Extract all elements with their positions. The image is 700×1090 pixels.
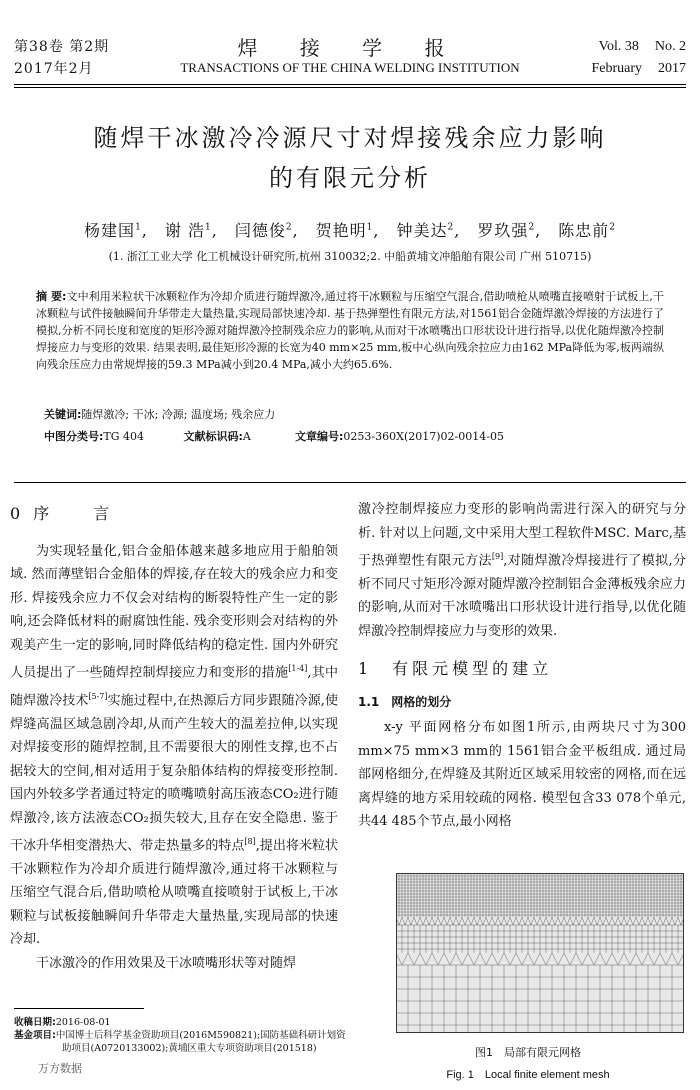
figure-1-caption-cn: 图1 局部有限元网格	[475, 1046, 581, 1059]
right-text-a: 激冷控制焊接应力变形的影响尚需进行深入的研究与分析. 针对以上问题,文中采用大型工程软件MSC. Marc,基于热弹塑性有限元方法	[358, 502, 686, 569]
author-affiliation-index: 1	[366, 222, 374, 233]
clc-value: TG 404	[103, 430, 145, 443]
keywords-text: 随焊激冷; 干冰; 冷源; 温度场; 残余应力	[81, 408, 276, 421]
month-en: February	[591, 61, 642, 76]
citation-5-7: [5-7]	[88, 691, 108, 701]
abstract-separator	[14, 482, 686, 483]
doc-code-label: 文献标识码:	[183, 430, 243, 443]
abstract-label: 摘 要:	[36, 290, 67, 303]
intro-text-c: 实施过程中,在热源后方同步跟随冷源,使焊缝高温区域急剧冷却,从而产生较大的温差拉伸,以实现对焊接变形的随焊控制,且不需要很大的刚性支撑,也不占据较大的空间,相对适用于复杂船体结构的焊接变形控制. 国内外较多学者通过特定的喷嘴喷射高压液态CO₂进行随焊激冷,该方法液态CO₂损失较大,且存在安全隐患. 鉴于干冰升华相变潜热大、带走热量多的特点	[10, 693, 338, 854]
citation-9: [9]	[491, 552, 504, 561]
issue-en: No. 2	[654, 39, 686, 54]
finite-element-mesh-figure	[396, 873, 684, 1033]
author-name: 谢 浩	[164, 221, 205, 240]
classification-line	[44, 428, 504, 444]
intro-paragraph-1	[10, 540, 338, 952]
journal-volume-en	[575, 36, 686, 80]
author-affiliation-index: 2	[609, 222, 616, 233]
intro-paragraph-2: 干冰激冷的作用效果及干冰喷嘴形状等对随焊	[36, 955, 297, 971]
received-label: 收稿日期:	[14, 1017, 56, 1028]
abstract	[36, 288, 664, 373]
intro-text-a: 为实现轻量化,铝合金船体越来越多地应用于船舶领域. 然而薄壁铝合金船体的焊接,存在较大的残余应力和变形. 焊接残余应力不仅会对结构的断裂特性产生一定的影响,还会降低材料的耐腐蚀性能. 残余变形则会对结构的外观美产生一定的影响,同时降低结构的稳定性. 国内外研究人员提出了一些随焊控制焊接应力和变形的措施	[10, 543, 338, 681]
article-no-label: 文章编号:	[295, 430, 344, 443]
author-affiliation-index: 1	[204, 222, 212, 233]
intro-text-d: ,提出将米粒状干冰颗粒作为冷却介质进行随焊激冷,通过将干冰颗粒与压缩空气混合后,借助喷枪从喷嘴直接喷射于试板上,干冰颗粒与试板接触瞬间升华带走大量热量,实现局部的快速冷却.	[10, 838, 338, 948]
author-affiliation-index: 2	[447, 222, 455, 233]
footnote-rule	[14, 1008, 144, 1009]
citation-8: [8]	[244, 837, 256, 847]
keywords-label: 关键词:	[44, 408, 82, 421]
mesh-paragraph: x-y 平面网格分布如图1所示,由两块尺寸为300 mm×75 mm×3 mm的 1561铝合金平板组成. 通过局部网格细分,在焊缝及其附近区域采用较密的网格,而在远离焊缝的地方采用较疏的网格. 模型包含33 078个单元,共44 485个节点,最小网格	[358, 720, 686, 830]
article-no-value: 0253-360X(2017)02-0014-05	[343, 430, 504, 443]
left-column	[10, 502, 338, 975]
author-list: 杨建国$^1$, 谢 浩$^1$, 闫德俊$^2$, 贺艳明$^1$, 钟美达$^2$, 罗玖强$^2$, 陈忠前$^2$	[84, 221, 616, 240]
year-en: 2017	[658, 61, 686, 76]
author-affiliation-index: 1	[135, 222, 142, 233]
intro-text-b: ,其中随焊激冷技术	[10, 665, 338, 709]
journal-name-cn: 焊 接 学 报	[237, 36, 463, 60]
header-rule-thin	[14, 87, 686, 88]
title-line-2: 的有限元分析	[269, 164, 431, 192]
author-name: 钟美达	[396, 221, 448, 240]
section-1-1-title: 1.1 网格的划分	[358, 694, 452, 709]
header-rule	[14, 84, 686, 85]
author-name: 贺艳明	[315, 221, 367, 240]
author-name: 杨建国	[84, 221, 136, 240]
affiliations: (1. 浙江工业大学 化工机械设计研究所,杭州 310032;2. 中船黄埔文冲船舶有限公司 广州 510715)	[108, 250, 592, 263]
received-date: 2016-08-01	[55, 1017, 111, 1028]
section-1-title: 1 有限元模型的建立	[358, 659, 553, 679]
fund-text: 中国博士后科学基金资助项目(2016M590821);国防基础科研计划资助项目(A0720133002);黄埔区重大专项资助项目(201518)	[55, 1030, 346, 1054]
doc-code-value: A	[242, 430, 251, 443]
author-affiliation-index: 2	[285, 222, 293, 233]
fund-label: 基金项目:	[14, 1030, 56, 1041]
author-name: 闫德俊	[234, 221, 286, 240]
figure-1-caption-en: Fig. 1 Local finite element mesh	[446, 1069, 610, 1081]
citation-1-4: [1-4]	[288, 664, 308, 673]
right-paragraph-1	[358, 498, 686, 643]
paper-title	[0, 118, 700, 198]
abstract-text: 文中利用米粒状干冰颗粒作为冷却介质进行随焊激冷,通过将干冰颗粒与压缩空气混合,借助喷枪从喷嘴直接喷射于试板上,干冰颗粒与试件接触瞬间升华带走大量热量,实现局部快速冷却. 基于热弹塑性有限元方法,对1561铝合金随焊激冷焊接的方法进行了模拟,分析不同长度和宽度的矩形冷源对随焊激冷控制残余应力的影响,从而对干冰喷嘴出口形状设计进行指导,以优化随焊激冷控制焊接应力与变形的效果. 结果表明,最佳矩形冷源的长宽为40 mm×25 mm,板中心纵向残余拉应力由162 MPa降低为零,板两端纵向残余压应力由常规焊接的59.3 MPa减小到20.4 MPa,减小大约65.6%.	[36, 290, 664, 371]
section-0-title: 0 序 言	[10, 504, 114, 523]
author-name: 陈忠前	[558, 221, 610, 240]
volume-en: Vol. 38	[598, 39, 639, 54]
author-affiliation-index: 2	[528, 222, 536, 233]
title-line-1: 随焊干冰激冷冷源尺寸对焊接残余应力影响	[93, 124, 607, 152]
journal-name-en: TRANSACTIONS OF THE CHINA WELDING INSTITUTION	[180, 60, 520, 75]
author-name: 罗玖强	[477, 221, 529, 240]
watermark-text: 万方数据	[38, 1062, 82, 1075]
date-cn: 2017年2月	[14, 61, 94, 77]
clc-label: 中图分类号:	[44, 430, 104, 443]
footnote	[14, 1016, 346, 1055]
keywords	[44, 406, 275, 422]
right-text-b: ,对随焊激冷焊接进行了模拟,分析不同尺寸矩形冷源对随焊激冷控制铝合金薄板残余应力的影响,从而对干冰喷嘴出口形状设计进行指导,以优化随焊激冷控制焊接应力与变形的效果.	[358, 553, 686, 639]
right-column	[358, 498, 686, 834]
volume-issue-cn: 第38卷 第2期	[14, 39, 110, 55]
